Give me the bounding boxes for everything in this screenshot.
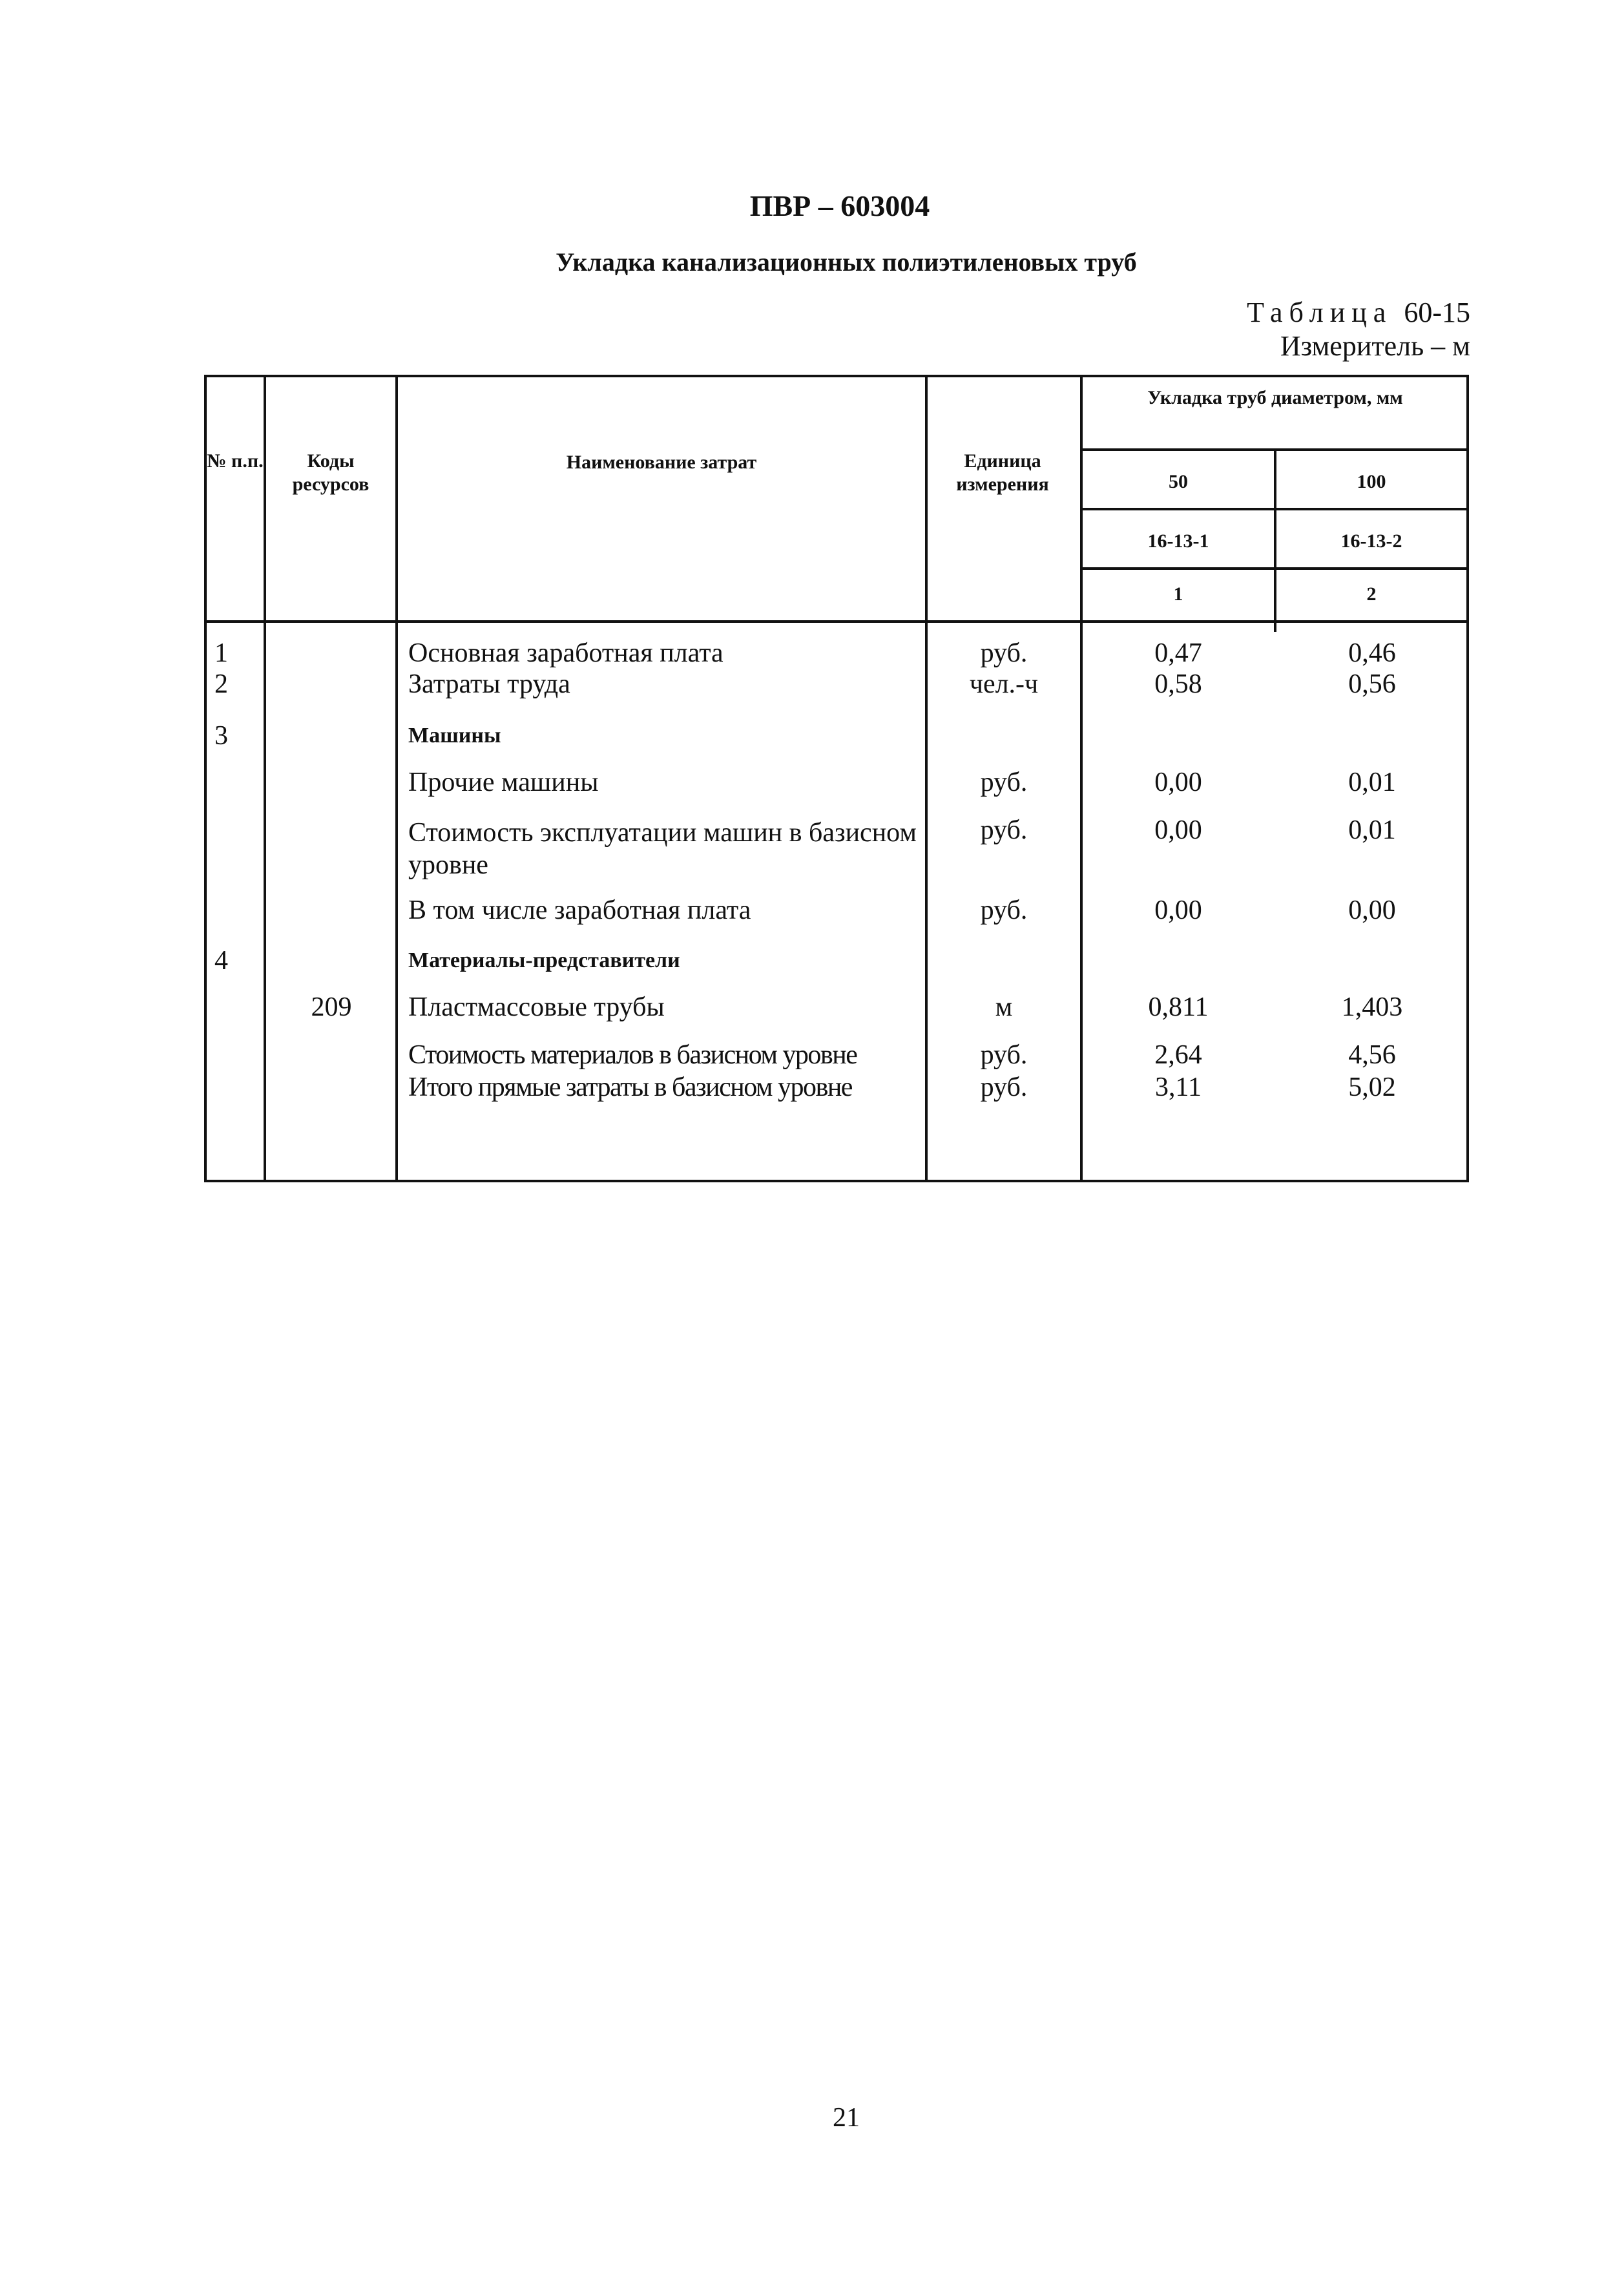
header-codes: Коды ресурсов [292,450,370,495]
table-divider [1080,508,1469,510]
row-name: Итого прямые затраты в базисном уровне [408,1072,852,1102]
row-name: Затраты труда [408,669,570,699]
row-value-100: 0,01 [1348,768,1396,797]
table-divider [395,375,398,1182]
header-col2: 2 [1366,583,1377,605]
row-value-100: 0,01 [1348,815,1396,845]
row-name: Стоимость материалов в базисном уровне [408,1040,857,1070]
document-title: Укладка канализационных полиэтиленовых труб [556,247,1137,277]
row-unit: чел.-ч [969,669,1039,699]
unit-label: Измеритель – м [1280,330,1470,362]
section-materials: Материалы-представители [408,948,680,972]
table-number: 60-15 [1404,297,1470,328]
table-word: Таблица [1247,297,1393,328]
row-value-50: 0,47 [1154,638,1202,668]
row-value-50: 3,11 [1155,1072,1202,1102]
table-divider [1080,567,1469,570]
row-value-100: 1,403 [1341,992,1403,1022]
table-label [1247,296,1470,329]
cost-table [204,375,1466,1182]
row-unit: м [995,992,1013,1022]
header-col1: 1 [1173,583,1183,605]
row-value-50: 0,58 [1154,669,1202,699]
row-value-50: 0,00 [1154,768,1202,797]
row-num: 4 [214,946,228,976]
row-unit: руб. [980,1040,1028,1070]
header-d1: 50 [1169,471,1188,492]
table-divider [264,375,266,1182]
table-border-top [204,375,1469,377]
row-num: 1 [214,638,228,668]
table-header-bottom [204,620,1469,623]
header-unit: Единица измерения [956,450,1049,495]
row-name: Основная заработная плата [408,638,724,668]
row-unit: руб. [980,895,1028,925]
document-code: ПВР – 603004 [749,189,930,222]
row-name: В том числе заработная плата [408,895,751,925]
header-group: Укладка труб диаметром, мм [1147,387,1403,408]
table-border-bottom [204,1180,1469,1182]
row-value-100: 5,02 [1348,1072,1396,1102]
header-name: Наименование затрат [566,452,757,473]
row-resource-code: 209 [311,992,352,1022]
row-name: Пластмассовые трубы [408,992,665,1022]
row-unit: руб. [980,638,1028,668]
row-value-100: 0,56 [1348,669,1396,699]
row-value-50: 2,64 [1154,1040,1202,1070]
header-code1: 16-13-1 [1147,530,1209,552]
header-code2: 16-13-2 [1340,530,1402,552]
header-num: № п.п. [207,450,264,472]
row-num: 2 [214,669,228,699]
row-name: Стоимость эксплуатации машин в базисном уровне [408,818,917,881]
row-num: 3 [214,721,228,751]
row-value-50: 0,00 [1154,815,1202,845]
section-machines: Машины [408,724,501,748]
row-name: Прочие машины [408,768,599,797]
header-d2: 100 [1357,471,1386,492]
row-value-100: 0,00 [1348,895,1396,925]
table-divider [1080,448,1469,451]
row-unit: руб. [980,1072,1028,1102]
row-value-100: 4,56 [1348,1040,1396,1070]
row-value-50: 0,811 [1148,992,1209,1022]
page-number: 21 [833,2103,860,2133]
row-unit: руб. [980,815,1028,845]
table-border-left [204,375,207,1182]
row-unit: руб. [980,768,1028,797]
row-value-100: 0,46 [1348,638,1396,668]
row-value-50: 0,00 [1154,895,1202,925]
